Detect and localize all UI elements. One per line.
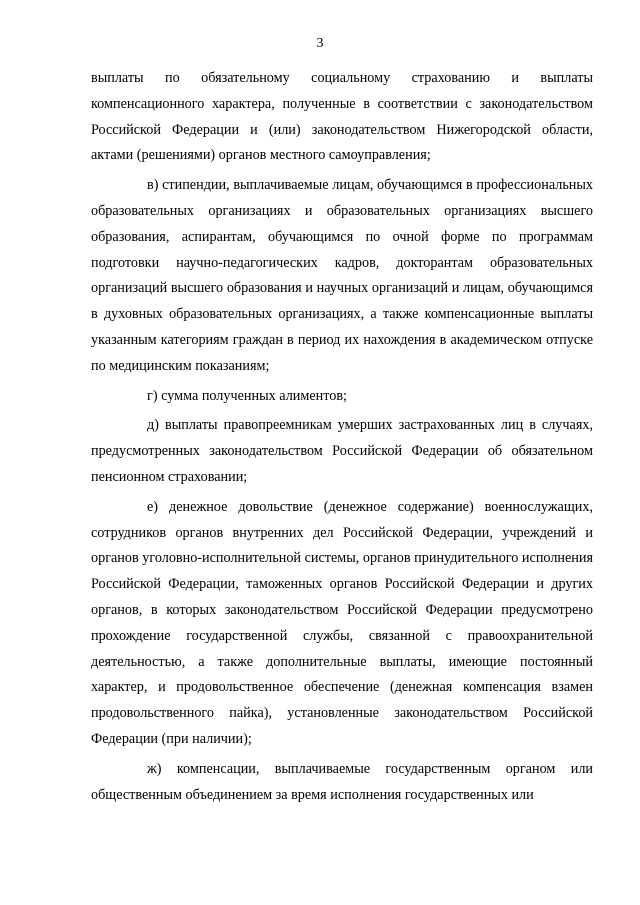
paragraph-text: стипендии, выплачиваемые лицам, обучающимся в профессиональных образовательных организациях и образовательных организациях высшего образования, аспирантам, обучающимся по очной форме по программам подготовки научно-педагогических кадров, докторантам образовательных организаций высшего образования и научных организаций и лицам, обучающимся в духовных образовательных организациях, а также компенсационные выплаты указанным категориям граждан в период их нахождения в академическом отпуске по медицинским показаниям; — [91, 177, 594, 374]
paragraph-continuation — [91, 66, 593, 169]
list-marker: г) — [147, 387, 158, 404]
list-marker: д) — [147, 417, 159, 434]
paragraph-text: компенсации, выплачиваемые государственным органом или общественным объединением за время исполнения государственных или — [91, 760, 593, 803]
list-item — [91, 757, 593, 809]
paragraph-text: сумма полученных алиментов; — [161, 387, 347, 404]
list-marker: в) — [147, 177, 159, 194]
list-marker: ж) — [147, 760, 162, 777]
list-item — [91, 384, 593, 410]
document-body — [91, 66, 593, 812]
page-number: 3 — [316, 36, 324, 51]
paragraph-text: выплаты по обязательному социальному страхованию и выплаты компенсационного характера, полученные в соответствии с законодательством Российской Федерации и (или) законодательством Нижегородской области, актами (решениями) органов местного самоуправления; — [91, 70, 593, 164]
paragraph-text: выплаты правопреемникам умерших застрахованных лиц в случаях, предусмотренных законодательством Российской Федерации об обязательном пенсионном страховании; — [91, 417, 594, 485]
list-item — [91, 495, 593, 753]
list-marker: е) — [147, 498, 159, 515]
list-item — [91, 173, 593, 379]
list-item — [91, 413, 593, 490]
paragraph-text: денежное довольствие (денежное содержание) военнослужащих, сотрудников органов внутренних дел Российской Федерации, учреждений и органов уголовно-исполнительной системы, органов принудительного исполнения Российской Федерации, таможенных органов Российской Федерации и других органов, в которых законодательством Российской Федерации предусмотрено прохождение государственной службы, связанной с правоохранительной деятельностью, а также дополнительные выплаты, имеющие постоянный характер, и продовольственное обеспечение (денежная компенсация взамен продовольственного пайка), установленные законодательством Российской Федерации (при наличии); — [91, 498, 593, 747]
